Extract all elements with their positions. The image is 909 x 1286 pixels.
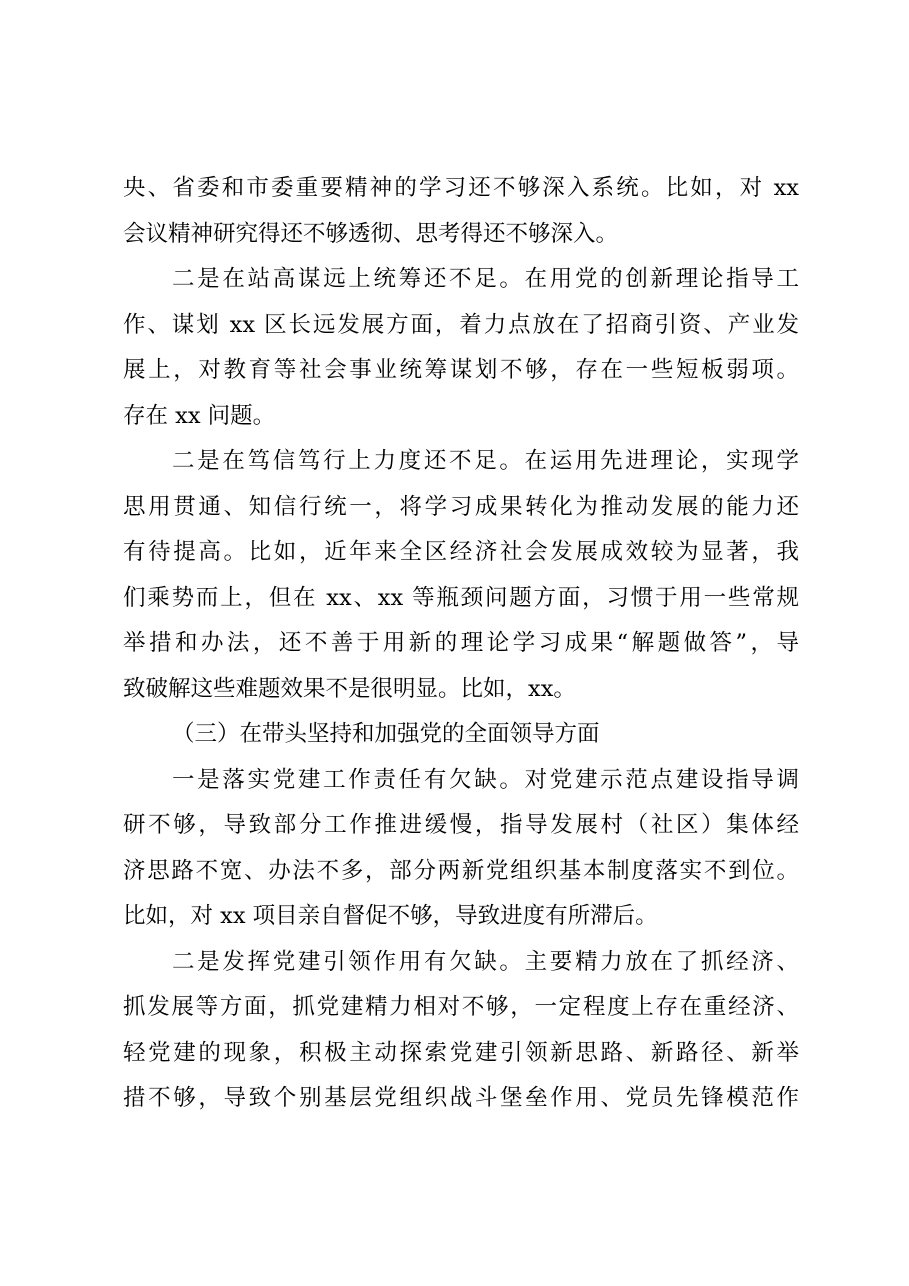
- section-heading: （三）在带头坚持和加强党的全面领导方面: [172, 721, 600, 747]
- text-line: 作、谋划 xx 区长远发展方面，着力点放在了招商引资、产业发: [123, 311, 799, 338]
- text-line: 致破解这些难题效果不是很明显。比如，xx。: [123, 675, 576, 702]
- text-line: 举措和办法，还不善于用新的理论学习成果“解题做答”，导: [123, 630, 799, 656]
- paragraph-start-line: 二是发挥党建引领作用有欠缺。主要精力放在了抓经济、: [172, 948, 799, 975]
- text-line: 会议精神研究得还不够透彻、思考得还不够深入。: [123, 220, 619, 247]
- text-line: 抓发展等方面，抓党建精力相对不够，一定程度上存在重经济、: [123, 994, 799, 1020]
- text-line: 央、省委和市委重要精神的学习还不够深入系统。比如，对 xx: [123, 175, 799, 201]
- paragraph-start-line: 二是在站高谋远上统筹还不足。在用党的创新理论指导工: [172, 266, 799, 292]
- paragraph-start-line: 一是落实党建工作责任有欠缺。对党建示范点建设指导调: [172, 766, 799, 793]
- paragraph-start-line: 二是在笃信笃行上力度还不足。在运用先进理论，实现学: [172, 448, 799, 474]
- text-line: 措不够，导致个别基层党组织战斗堡垒作用、党员先锋模范作: [123, 1085, 799, 1111]
- text-line: 研不够，导致部分工作推进缓慢，指导发展村（社区）集体经: [123, 812, 799, 838]
- text-line: 思用贯通、知信行统一，将学习成果转化为推动发展的能力还: [123, 493, 799, 520]
- text-line: 济思路不宽、办法不多，部分两新党组织基本制度落实不到位。: [123, 857, 799, 884]
- text-line: 们乘势而上，但在 xx、xx 等瓶颈问题方面，习惯于用一些常规: [123, 584, 799, 611]
- text-line: 比如，对 xx 项目亲自督促不够，导致进度有所滞后。: [123, 903, 658, 929]
- text-line: 存在 xx 问题。: [123, 402, 276, 429]
- text-line: 轻党建的现象，积极主动探索党建引领新思路、新路径、新举: [123, 1039, 799, 1066]
- document-body: [123, 166, 799, 1122]
- text-line: 有待提高。比如，近年来全区经济社会发展成效较为显著，我: [123, 539, 799, 565]
- text-line: 展上，对教育等社会事业统筹谋划不够，存在一些短板弱项。: [123, 357, 799, 383]
